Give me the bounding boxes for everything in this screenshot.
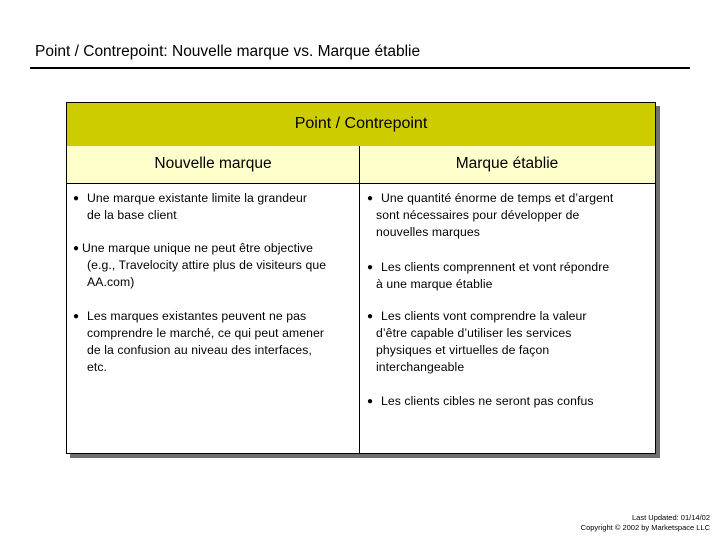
left-item-3 [73,308,324,376]
left-item-1 [73,190,307,224]
bullet-icon: ● [73,243,80,254]
table-header-title: Point / Contrepoint [294,115,428,132]
right-item-4-line-1: Les clients cibles ne seront pas confus [381,394,594,408]
left-item-2 [73,240,326,291]
column-headings [67,146,655,184]
left-item-3-line-2: comprendre le marché, ce qui peut amener [87,326,325,340]
title-rule [30,67,690,69]
right-item-2-line-1: Les clients comprennent et vont répondre [381,260,610,274]
bullet-icon: ● [367,262,374,273]
last-updated: Last Updated: 01/14/02 [632,513,710,522]
column-divider [359,146,360,453]
left-item-2-line-2: (e.g., Travelocity attire plus de visiteurs que [87,258,327,272]
bullet-icon: ● [367,311,374,322]
right-item-3 [367,308,587,376]
point-counterpoint-table [66,102,656,454]
left-column-heading: Nouvelle marque [154,155,272,172]
bullet-icon: ● [367,193,374,204]
slide-title: Point / Contrepoint: Nouvelle marque vs. Marque établie [35,43,421,60]
left-item-3-line-4: etc. [87,360,108,374]
left-item-3-line-1: Les marques existantes peuvent ne pas [87,309,307,323]
right-item-1-line-2: sont nécessaires pour développer de [376,208,580,222]
right-item-4 [367,393,594,410]
right-item-3-line-2: d’être capable d’utiliser les services [376,326,572,340]
bullet-icon: ● [367,396,374,407]
table-header [67,103,655,147]
right-item-1-line-1: Une quantité énorme de temps et d’argent [381,191,614,205]
left-item-1-line-2: de la base client [87,208,177,222]
right-item-1 [367,190,613,241]
right-item-3-line-3: physiques et virtuelles de façon [376,343,550,357]
left-item-1-line-1: Une marque existante limite la grandeur [87,191,308,205]
right-item-3-line-1: Les clients vont comprendre la valeur [381,309,587,323]
right-item-3-line-4: interchangeable [376,360,465,374]
left-item-3-line-3: de la confusion au niveau des interfaces, [87,343,312,357]
bullet-icon: ● [73,193,80,204]
right-item-2-line-2: à une marque établie [376,277,493,291]
left-item-2-line-3: AA.com) [87,275,135,289]
right-item-1-line-3: nouvelles marques [376,225,480,239]
bullet-icon: ● [73,311,80,322]
copyright: Copyright © 2002 by Marketspace LLC [580,523,710,532]
left-item-2-line-1: Une marque unique ne peut être objective [82,241,313,255]
right-item-2 [367,259,609,293]
right-column-heading: Marque établie [455,155,559,172]
